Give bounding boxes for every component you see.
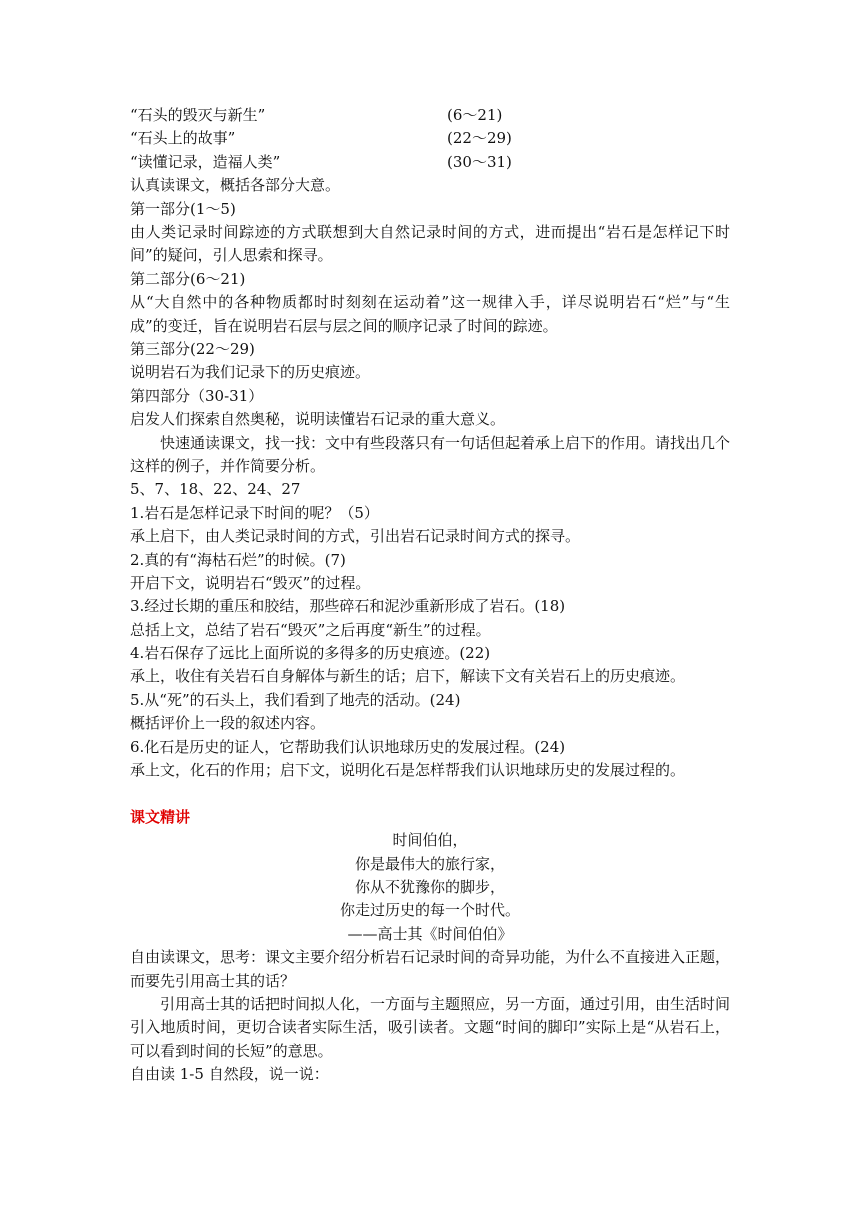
example-answer: 概括评价上一段的叙述内容。 (130, 714, 326, 733)
example-question: 3.经过长期的重压和胶结，那些碎石和泥沙重新形成了岩石。(18) (130, 597, 566, 616)
section-title: 课文精讲 (130, 807, 191, 826)
toc-range: (22～29) (447, 129, 512, 148)
document-page (130, 104, 730, 1087)
toc-row (130, 127, 730, 150)
toc-row (130, 104, 730, 127)
example-answer: 承上启下，由人类记录时间的方式，引出岩石记录时间方式的探寻。 (130, 527, 581, 546)
part-text: 由人类记录时间踪迹的方式联想到大自然记录时间的方式，进而提出“岩石是怎样记下时间”的疑问，引人思索和探寻。 (130, 222, 730, 265)
part-heading: 第三部分(22～29) (130, 339, 255, 358)
example-answer: 承上文，化石的作用；启下文，说明化石是怎样帮我们认识地球历史的发展过程的。 (130, 761, 686, 780)
example-question: 1.岩石是怎样记录下时间的呢？（5） (130, 503, 379, 522)
toc-title: “读懂记录，造福人类” (130, 152, 281, 171)
toc-range: (6～21) (447, 106, 503, 124)
final-prompt: 自由读 1-5 自然段，说一说： (130, 1065, 329, 1084)
part-heading: 第一部分(1～5) (130, 199, 236, 218)
toc-title: “石头的毁灭与新生” (130, 106, 266, 124)
part-text: 启发人们探索自然奥秘，说明读懂岩石记录的重大意义。 (130, 410, 506, 429)
example-answer: 开启下文，说明岩石“毁灭”的过程。 (130, 573, 371, 592)
poem-attribution: ——高士其《时间伯伯》 (347, 924, 513, 943)
summary-prompt: 认真读课文，概括各部分大意。 (130, 176, 341, 195)
example-question: 4.岩石保存了远比上面所说的多得多的历史痕迹。(22) (130, 644, 491, 663)
poem-line: 你是最伟大的旅行家， (354, 854, 505, 873)
answer: 引用高士其的话把时间拟人化，一方面与主题照应，另一方面，通过引用，由生活时间引入地质时间，更切合读者实际生活，吸引读者。文题“时间的脚印”实际上是“从岩石上，可以看到时间的长短”的意思。 (130, 995, 731, 1060)
skim-prompt: 快速通读课文，找一找：文中有些段落只有一句话但起着承上启下的作用。请找出几个这样的例子，并作简要分析。 (130, 433, 731, 475)
part-heading: 第二部分(6～21) (130, 269, 246, 288)
poem-line: 时间伯伯， (392, 831, 468, 850)
toc-range: (30～31) (447, 152, 512, 171)
toc (130, 104, 730, 174)
example-question: 6.化石是历史的证人，它帮助我们认识地球历史的发展过程。(24) (130, 737, 566, 756)
part-text: 说明岩石为我们记录下的历史痕迹。 (130, 363, 371, 382)
part-text: 从“大自然中的各种物质都时时刻刻在运动着”这一规律入手，详尽说明岩石“烂”与“生成”的变迁，旨在说明岩石层与层之间的顺序记录了时间的踪迹。 (130, 293, 730, 335)
part-heading: 第四部分（30-31） (130, 386, 264, 405)
examples-list: 5、7、18、22、24、27 (130, 480, 301, 499)
toc-title: “石头上的故事” (130, 129, 236, 148)
poem-line: 你从不犹豫你的脚步， (354, 878, 505, 897)
example-answer: 总括上文，总结了岩石“毁灭”之后再度“新生”的过程。 (130, 620, 491, 639)
question: 自由读课文，思考：课文主要介绍分析岩石记录时间的奇异功能，为什么不直接进入正题，而要先引用高士其的话？ (130, 948, 731, 990)
poem-line: 你走过历史的每一个时代。 (339, 901, 520, 920)
poem (130, 829, 730, 946)
example-answer: 承上，收住有关岩石自身解体与新生的话；启下，解读下文有关岩石上的历史痕迹。 (130, 667, 686, 686)
example-question: 2.真的有“海枯石烂”的时候。(7) (130, 550, 346, 569)
example-question: 5.从“死”的石头上，我们看到了地壳的活动。(24) (130, 690, 461, 709)
toc-row (130, 151, 730, 174)
